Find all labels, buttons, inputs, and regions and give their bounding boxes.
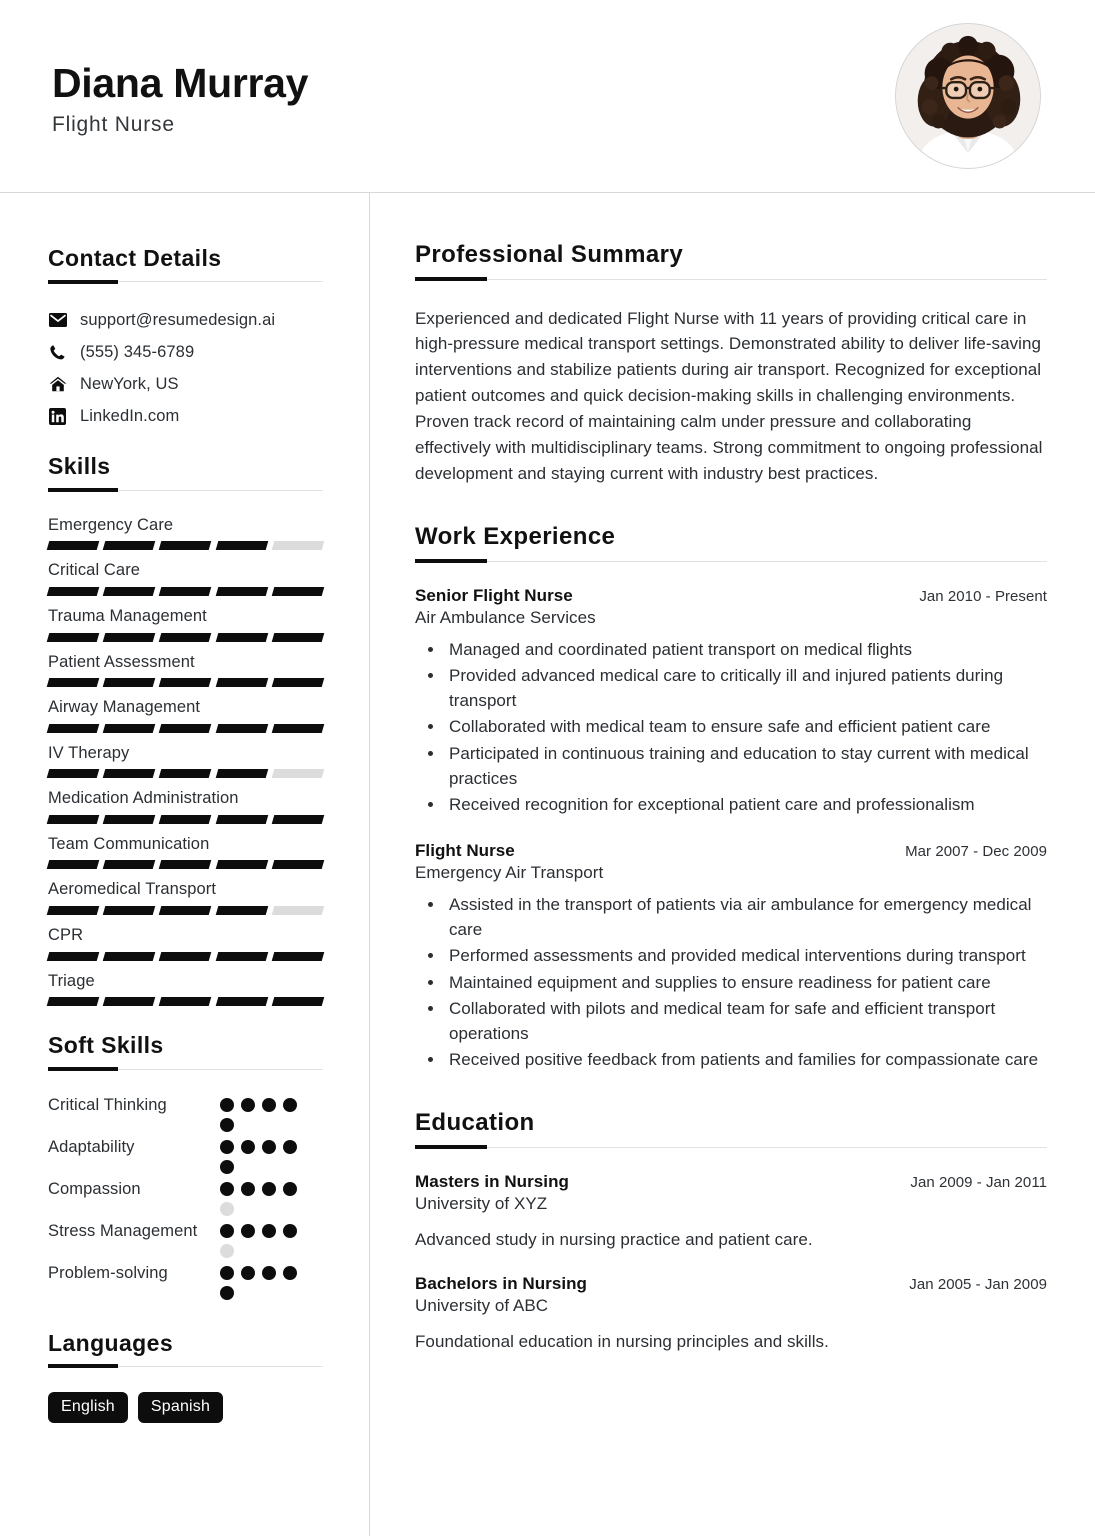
education-entry-date: Jan 2005 - Jan 2009 — [909, 1275, 1047, 1293]
section-rule — [415, 279, 1047, 280]
education-entry-degree: Masters in Nursing — [415, 1171, 569, 1191]
soft-skill-rating-dots — [220, 1134, 304, 1174]
skill-bar-segment — [215, 633, 268, 642]
rating-dot — [283, 1266, 297, 1280]
skill-item — [48, 786, 323, 824]
section-skills — [48, 453, 323, 1006]
work-entry-role: Flight Nurse — [415, 841, 515, 861]
skill-bar-segment — [272, 906, 325, 915]
main-content — [370, 193, 1095, 1536]
work-entry — [415, 841, 1047, 1072]
skill-name: Medication Administration — [48, 789, 239, 808]
envelope-icon — [48, 311, 67, 330]
skill-bar-segment — [272, 587, 325, 596]
skill-item — [48, 604, 323, 642]
skill-level-bar — [48, 860, 323, 869]
education-entry-description: Foundational education in nursing principles and skills. — [415, 1331, 829, 1351]
section-contact-details — [48, 245, 323, 428]
skill-level-bar — [48, 815, 323, 824]
rating-dot — [241, 1140, 255, 1154]
language-pill-list — [48, 1392, 323, 1423]
skill-bar-segment — [215, 860, 268, 869]
skill-bar-segment — [215, 769, 268, 778]
skill-bar-segment — [47, 769, 100, 778]
section-rule — [415, 561, 1047, 562]
skill-bar-segment — [159, 769, 212, 778]
work-entry-bullets — [415, 892, 1047, 1072]
avatar-portrait-icon — [896, 24, 1040, 168]
work-entry-header — [415, 841, 1047, 861]
skill-level-bar — [48, 906, 323, 915]
rating-dot — [220, 1160, 234, 1174]
language-pill[interactable]: Spanish — [138, 1392, 223, 1423]
skill-level-bar — [48, 541, 323, 550]
soft-skill-rating-dots — [220, 1218, 304, 1258]
list-item: • Collaborated with medical team to ensure safe and efficient patient care — [445, 714, 1047, 739]
rating-dot — [220, 1140, 234, 1154]
skill-name: CPR — [48, 925, 84, 944]
skill-name: Critical Care — [48, 561, 141, 580]
rating-dot — [241, 1266, 255, 1280]
work-entry-date: Jan 2010 - Present — [919, 587, 1047, 605]
education-entry-school: University of XYZ — [415, 1193, 548, 1213]
list-item: • Received recognition for exceptional patient care and professionalism — [445, 792, 1047, 817]
skill-bar-segment — [272, 678, 325, 687]
soft-skill-name: Adaptability — [48, 1137, 135, 1156]
contact-item-phone[interactable] — [48, 340, 323, 364]
soft-skill-item — [48, 1092, 323, 1132]
skill-bar-segment — [159, 997, 212, 1006]
skill-bar-segment — [103, 906, 156, 915]
skill-level-bar — [48, 633, 323, 642]
skill-level-bar — [48, 997, 323, 1006]
rating-dot — [283, 1140, 297, 1154]
soft-skill-rating-dots — [220, 1176, 304, 1216]
soft-skill-name: Compassion — [48, 1179, 141, 1198]
skill-bar-segment — [103, 952, 156, 961]
skill-bar-segment — [103, 678, 156, 687]
skill-bar-segment — [47, 724, 100, 733]
education-entry-degree: Bachelors in Nursing — [415, 1273, 587, 1293]
skill-level-bar — [48, 952, 323, 961]
skill-level-bar — [48, 769, 323, 778]
skill-name: Emergency Care — [48, 515, 174, 534]
rating-dot — [262, 1098, 276, 1112]
skill-bar-segment — [159, 541, 212, 550]
skill-name: Airway Management — [48, 698, 201, 717]
list-item: • Provided advanced medical care to critically ill and injured patients during transport — [445, 663, 1047, 713]
section-languages — [48, 1330, 323, 1423]
contact-heading: Contact Details — [48, 245, 222, 271]
education-entry — [415, 1172, 1047, 1250]
skill-bar-segment — [159, 633, 212, 642]
skill-bar-segment — [47, 952, 100, 961]
contact-item-linkedin[interactable] — [48, 404, 323, 428]
contact-location-text: NewYork, US — [80, 374, 179, 393]
skill-bar-segment — [215, 997, 268, 1006]
rating-dot — [262, 1266, 276, 1280]
skill-name: Team Communication — [48, 834, 210, 853]
rating-dot — [283, 1098, 297, 1112]
skill-bar-segment — [103, 997, 156, 1006]
resume-body — [0, 193, 1095, 1536]
contact-item-location[interactable] — [48, 372, 323, 396]
skill-bar-segment — [215, 724, 268, 733]
rating-dot — [241, 1182, 255, 1196]
rating-dot — [220, 1286, 234, 1300]
section-professional-summary — [415, 241, 1047, 486]
skill-bar-segment — [47, 678, 100, 687]
contact-email-text: support@resumedesign.ai — [80, 310, 276, 329]
soft-skills-list — [48, 1092, 323, 1300]
section-work-experience — [415, 523, 1047, 1072]
summary-heading: Professional Summary — [415, 241, 684, 268]
work-entry-bullets — [415, 637, 1047, 817]
skill-bar-segment — [272, 815, 325, 824]
soft-skill-item — [48, 1176, 323, 1216]
skill-bar-segment — [272, 633, 325, 642]
rating-dot — [241, 1224, 255, 1238]
avatar — [895, 23, 1041, 169]
section-rule — [415, 1147, 1047, 1148]
skill-item — [48, 877, 323, 915]
section-rule — [48, 1069, 323, 1070]
work-entry-date: Mar 2007 - Dec 2009 — [905, 843, 1047, 861]
section-education — [415, 1109, 1047, 1352]
skill-name: Patient Assessment — [48, 652, 195, 671]
skill-item — [48, 650, 323, 688]
education-entry-school: University of ABC — [415, 1295, 549, 1315]
skill-bar-segment — [215, 952, 268, 961]
skill-item — [48, 513, 323, 551]
rating-dot — [220, 1182, 234, 1196]
skill-bar-segment — [103, 769, 156, 778]
section-soft-skills — [48, 1032, 323, 1299]
rating-dot — [262, 1140, 276, 1154]
list-item: • Received positive feedback from patients and families for compassionate care — [445, 1047, 1047, 1072]
skill-name: Triage — [48, 971, 95, 990]
skills-heading: Skills — [48, 453, 111, 480]
rating-dot — [220, 1244, 234, 1258]
skill-bar-segment — [159, 815, 212, 824]
contact-phone-text: (555) 345-6789 — [80, 342, 195, 361]
skill-bar-segment — [159, 860, 212, 869]
skill-bar-segment — [272, 541, 325, 550]
education-entry-list — [415, 1172, 1047, 1352]
skill-bar-segment — [215, 906, 268, 915]
soft-skill-item — [48, 1260, 323, 1300]
list-item: • Managed and coordinated patient transport on medical flights — [445, 637, 1047, 662]
rating-dot — [220, 1202, 234, 1216]
skill-item — [48, 923, 323, 961]
linkedin-icon — [48, 407, 67, 426]
work-entry — [415, 586, 1047, 817]
skill-bar-segment — [103, 587, 156, 596]
skill-bar-segment — [47, 587, 100, 596]
skill-bar-segment — [159, 952, 212, 961]
skill-bar-segment — [47, 860, 100, 869]
skill-name: Aeromedical Transport — [48, 880, 217, 899]
soft-skill-name: Stress Management — [48, 1221, 198, 1240]
resume-header — [0, 0, 1095, 193]
rating-dot — [241, 1098, 255, 1112]
contact-item-email[interactable] — [48, 308, 323, 332]
contact-linkedin-text: LinkedIn.com — [80, 406, 180, 425]
soft-skill-item — [48, 1218, 323, 1258]
education-entry-header — [415, 1172, 1047, 1192]
skill-bar-segment — [47, 633, 100, 642]
skill-bar-segment — [103, 724, 156, 733]
home-icon — [48, 375, 67, 394]
skill-bar-segment — [159, 724, 212, 733]
phone-icon — [48, 343, 67, 362]
work-entry-list — [415, 586, 1047, 1072]
skill-item — [48, 741, 323, 779]
rating-dot — [283, 1182, 297, 1196]
skill-bar-segment — [215, 541, 268, 550]
soft-skills-heading: Soft Skills — [48, 1032, 164, 1059]
skill-bar-segment — [272, 952, 325, 961]
education-entry-header — [415, 1274, 1047, 1294]
skill-item — [48, 969, 323, 1007]
rating-dot — [220, 1266, 234, 1280]
list-item: • Participated in continuous training and education to stay current with medical practices — [445, 741, 1047, 791]
languages-heading: Languages — [48, 1329, 174, 1356]
skill-item — [48, 695, 323, 733]
rating-dot — [262, 1224, 276, 1238]
rating-dot — [220, 1098, 234, 1112]
skill-bar-segment — [215, 587, 268, 596]
skill-bar-segment — [272, 997, 325, 1006]
soft-skill-item — [48, 1134, 323, 1174]
rating-dot — [262, 1182, 276, 1196]
skill-bar-segment — [103, 633, 156, 642]
page-title: Diana Murray — [52, 59, 309, 106]
soft-skill-rating-dots — [220, 1092, 304, 1132]
skills-list — [48, 513, 323, 1006]
education-entry — [415, 1274, 1047, 1352]
skill-name: Trauma Management — [48, 607, 207, 625]
skill-bar-segment — [47, 815, 100, 824]
soft-skill-rating-dots — [220, 1260, 304, 1300]
list-item: • Collaborated with pilots and medical team for safe and efficient transport operations — [445, 996, 1047, 1046]
rating-dot — [283, 1224, 297, 1238]
contact-list — [48, 308, 323, 428]
skill-bar-segment — [272, 860, 325, 869]
skill-bar-segment — [103, 541, 156, 550]
list-item: • Maintained equipment and supplies to ensure readiness for patient care — [445, 970, 1047, 995]
section-rule — [48, 1366, 323, 1367]
list-item: • Performed assessments and provided medical interventions during transport — [445, 943, 1047, 968]
list-item: • Assisted in the transport of patients via air ambulance for emergency medical care — [445, 892, 1047, 942]
rating-dot — [220, 1224, 234, 1238]
skill-bar-segment — [103, 860, 156, 869]
skill-bar-segment — [47, 906, 100, 915]
education-entry-description: Advanced study in nursing practice and patient care. — [415, 1229, 813, 1249]
skill-bar-segment — [159, 587, 212, 596]
header-job-title: Flight Nurse — [52, 113, 175, 137]
skill-bar-segment — [47, 997, 100, 1006]
skill-name: IV Therapy — [48, 743, 130, 762]
sidebar — [0, 193, 370, 1536]
work-heading: Work Experience — [415, 523, 616, 551]
skill-bar-segment — [215, 678, 268, 687]
work-entry-header — [415, 586, 1047, 606]
summary-text: Experienced and dedicated Flight Nurse with 11 years of providing critical care in high-pressure medical transport settings. Demonstrated ability to deliver life-saving interventions and stabilize patients during air transport. Recognized for exceptional patient outcomes and quick decision-making skills in challenging environments. Proven track record of maintaining calm under pressure and collaborating effectively with multidisciplinary teams. Strong commitment to ongoing professional development and staying current with industry best practices. — [415, 308, 1043, 483]
rating-dot — [220, 1118, 234, 1132]
section-rule — [48, 490, 323, 491]
education-entry-date: Jan 2009 - Jan 2011 — [910, 1173, 1047, 1191]
skill-bar-segment — [159, 678, 212, 687]
language-pill[interactable]: English — [48, 1392, 128, 1423]
section-rule — [48, 281, 323, 282]
soft-skill-name: Problem-solving — [48, 1263, 168, 1282]
skill-bar-segment — [272, 724, 325, 733]
work-entry-organization: Air Ambulance Services — [415, 607, 596, 627]
skill-item — [48, 558, 323, 596]
skill-bar-segment — [272, 769, 325, 778]
skill-level-bar — [48, 587, 323, 596]
education-heading: Education — [415, 1109, 535, 1137]
work-entry-organization: Emergency Air Transport — [415, 863, 604, 883]
skill-level-bar — [48, 724, 323, 733]
skill-bar-segment — [159, 906, 212, 915]
skill-bar-segment — [215, 815, 268, 824]
skill-bar-segment — [47, 541, 100, 550]
skill-bar-segment — [103, 815, 156, 824]
skill-item — [48, 832, 323, 870]
header-text-group — [48, 55, 308, 137]
work-entry-role: Senior Flight Nurse — [415, 585, 573, 605]
soft-skill-name: Critical Thinking — [48, 1095, 167, 1114]
skill-level-bar — [48, 678, 323, 687]
